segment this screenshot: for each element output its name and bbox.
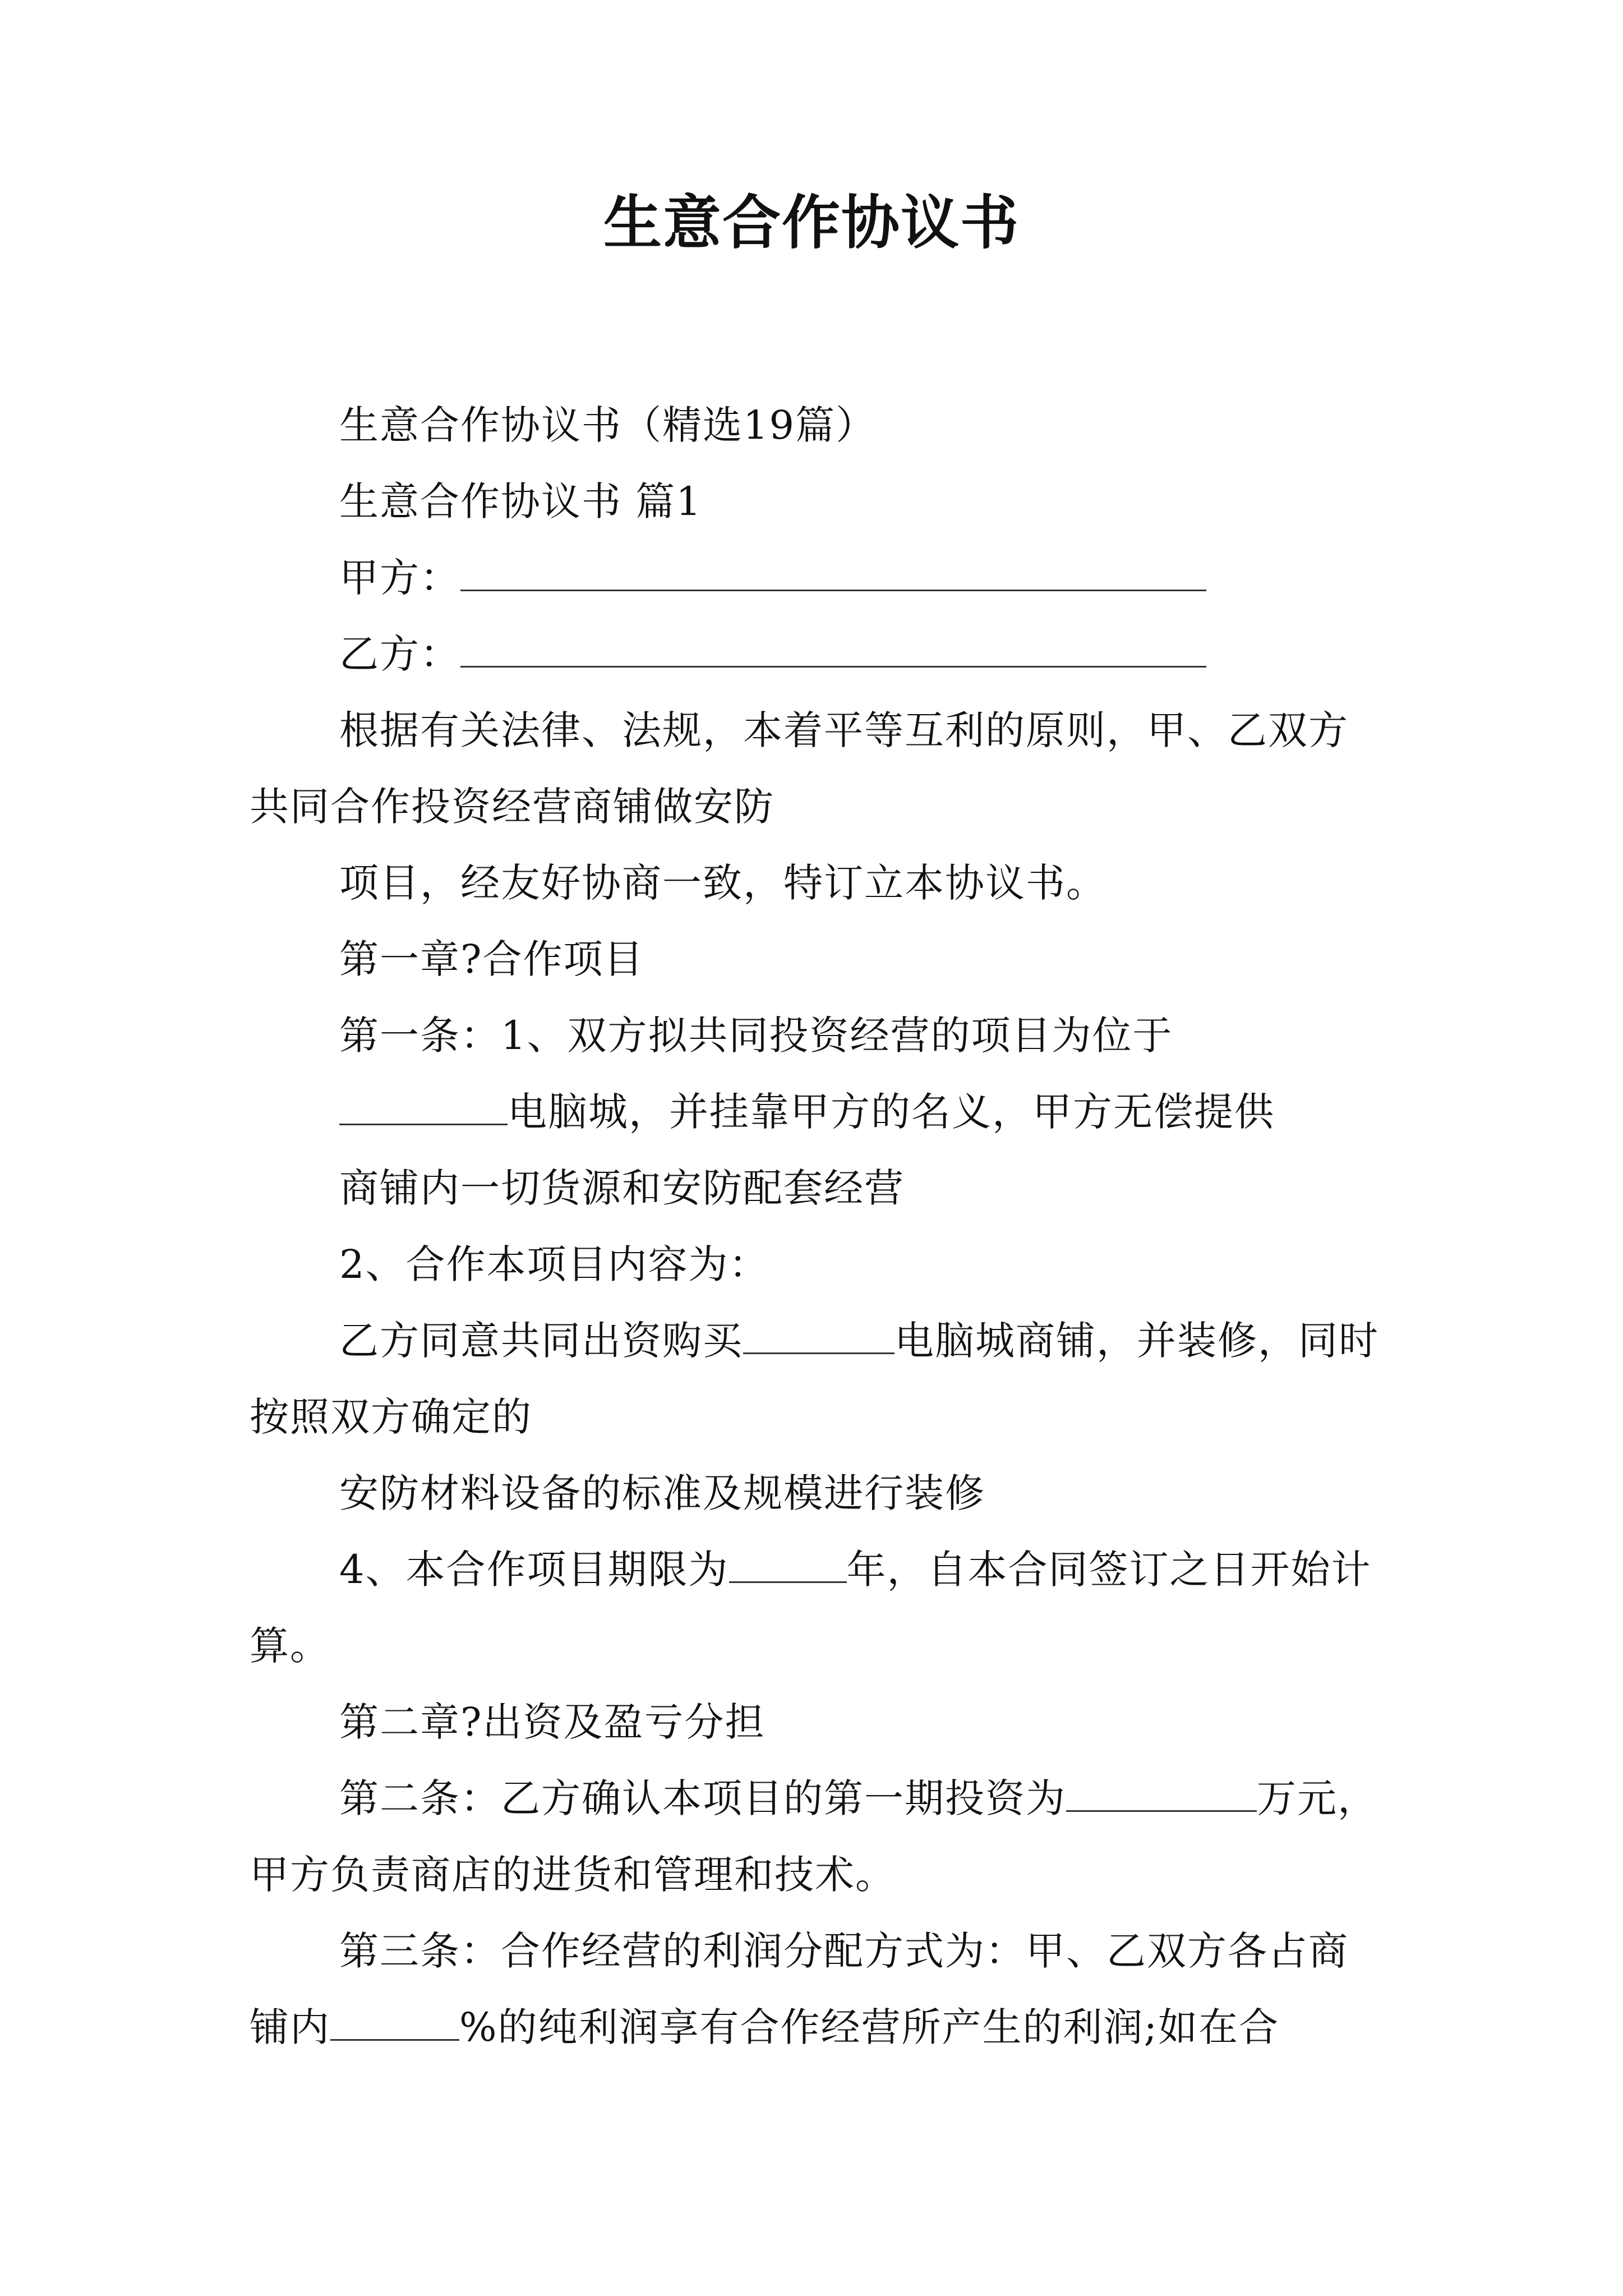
article-3-text-after: %的纯利润享有合作经营所产生的利润;如在合 [459,2004,1280,2050]
party-b-blank [460,622,1206,668]
article-1-line-2 [250,1074,1382,1150]
party-a-label: 甲方： [339,555,460,601]
years-blank [729,1538,847,1583]
party-a-line [250,540,1382,616]
section-heading: 生意合作协议书 篇1 [339,478,702,524]
article-2-text-before: 第二条：乙方确认本项目的第一期投资为 [339,1775,1066,1821]
article-1-line-3: 商铺内一切货源和安防配套经营 [339,1165,905,1211]
article-2 [250,1760,1382,1913]
term-text-after: 年，自本合同签订之日开始计算。 [250,1547,1372,1669]
chapter-1-heading: 第一章?合作项目 [339,936,644,982]
article-1-line-1: 第一条：1、双方拟共同投资经营的项目为位于 [339,1013,1173,1059]
document-title: 生意合作协议书 [603,188,1020,257]
chapter-2-heading: 第二章?出资及盈亏分担 [339,1699,766,1745]
party-b-line [250,616,1382,692]
article-1-line-2-text: 电脑城，并挂靠甲方的名义，甲方无偿提供 [508,1089,1275,1135]
city-blank [339,1080,508,1125]
article-2-text-after: 万元，甲方负责商店的进货和管理和技术。 [250,1775,1378,1898]
party-b-label: 乙方： [339,631,460,677]
article-3-text-before: 第三条：合作经营的利润分配方式为：甲、乙双方各占商铺内 [250,1928,1349,2050]
article-1-item-2: 2、合作本项目内容为： [339,1241,769,1287]
article-3 [250,1913,1382,2065]
purchase-text-before: 乙方同意共同出资购买 [339,1318,743,1364]
purchase-blank [743,1309,895,1354]
party-a-blank [460,546,1206,591]
article-1-item-4 [250,1531,1382,1684]
document-body [250,387,1382,2065]
subtitle: 生意合作协议书（精选19篇） [339,402,877,448]
intro-paragraph-continued: 项目，经友好协商一致，特订立本协议书。 [339,860,1106,906]
purchase-text-after: 电脑城商铺，并装修，同时按照双方确定的 [250,1318,1379,1440]
investment-blank [1066,1766,1257,1812]
term-text-before: 4、本合作项目期限为 [339,1547,729,1593]
article-1-standard: 安防材料设备的标准及规模进行装修 [339,1470,985,1516]
article-1-purchase [250,1303,1382,1455]
percentage-blank [330,1995,459,2041]
intro-paragraph: 根据有关法律、法规，本着平等互利的原则，甲、乙双方共同合作投资经营商铺做安防 [250,707,1349,830]
